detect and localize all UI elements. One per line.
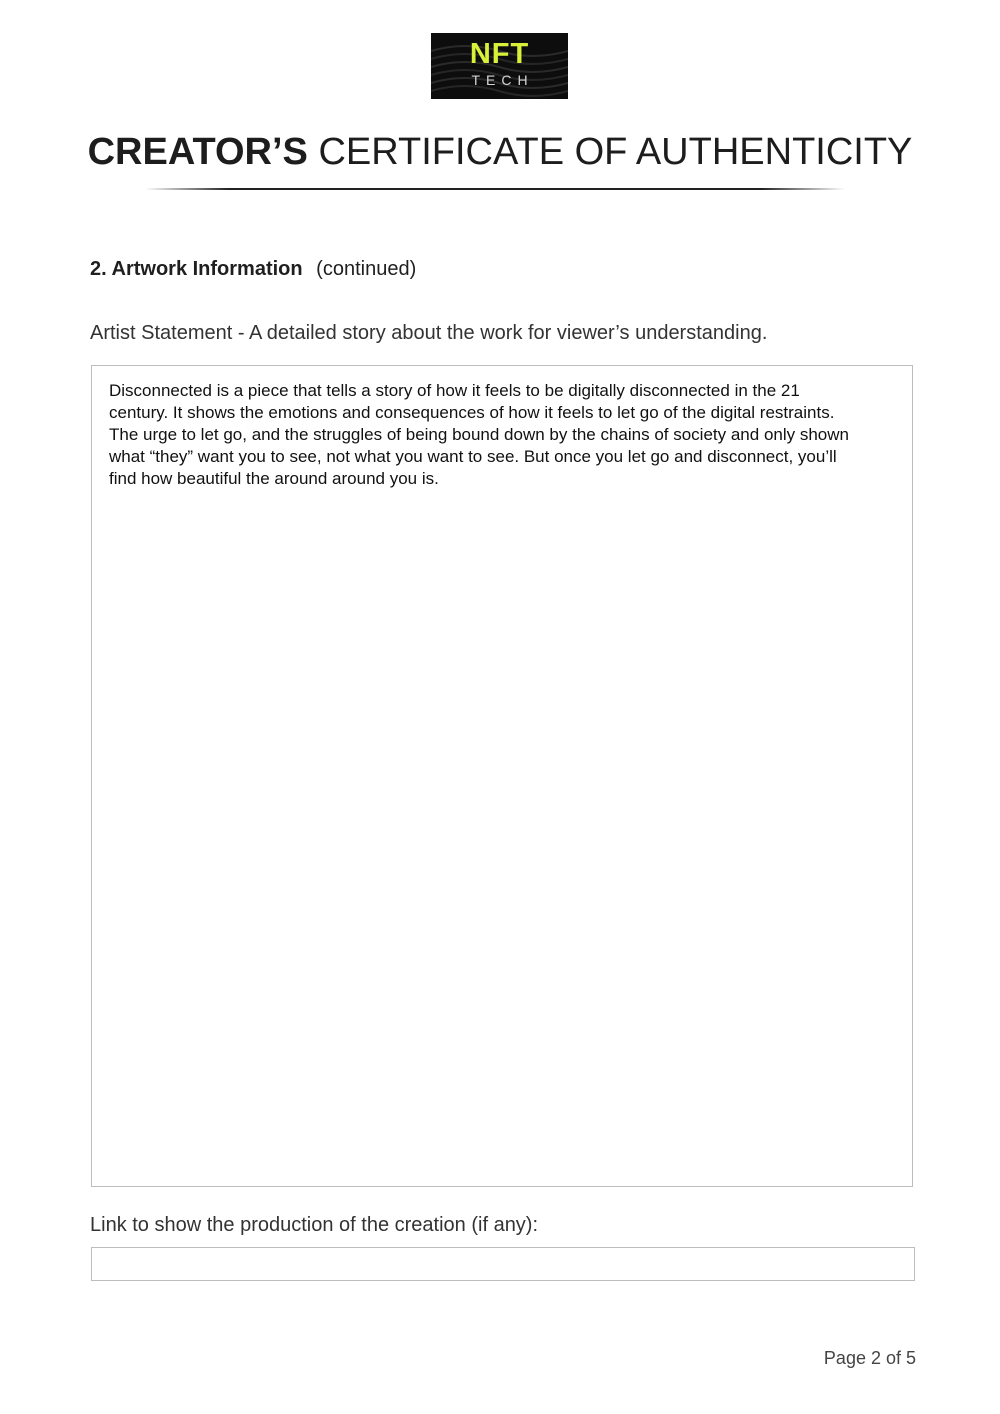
title-divider [145,188,845,190]
artist-statement-field[interactable] [91,365,913,1187]
page-number: Page 2 of 5 [823,1348,916,1368]
section-heading [90,256,416,282]
artist-statement-label: Artist Statement - A detailed story about the work for viewer’s understanding. [90,322,768,344]
section-heading-title: 2. Artwork Information [90,258,303,280]
document-title-bold: CREATOR’S [87,131,308,173]
document-title [0,128,1000,176]
production-link-label: Link to show the production of the creation (if any): [90,1214,539,1236]
section-heading-note: (continued) [316,258,417,280]
logo-tech-text: TECH [471,72,534,88]
document-title-regular: CERTIFICATE OF AUTHENTICITY [318,131,913,173]
production-link-field[interactable] [91,1247,915,1281]
nft-tech-logo [431,33,568,99]
artist-statement-text: Disconnected is a piece that tells a story of how it feels to be digitally disconnected in the 21 century. It shows the emotions and consequences of how it feels to let go of the digital restraints. The urge to let go, and the struggles of being bound down by the chains of society and only shown what “they” want you to see, not what you want to see. But once you let go and disconnect, you’ll find how beautiful the around around you is. [109,381,849,488]
logo-nft-text: NFT [469,38,530,70]
